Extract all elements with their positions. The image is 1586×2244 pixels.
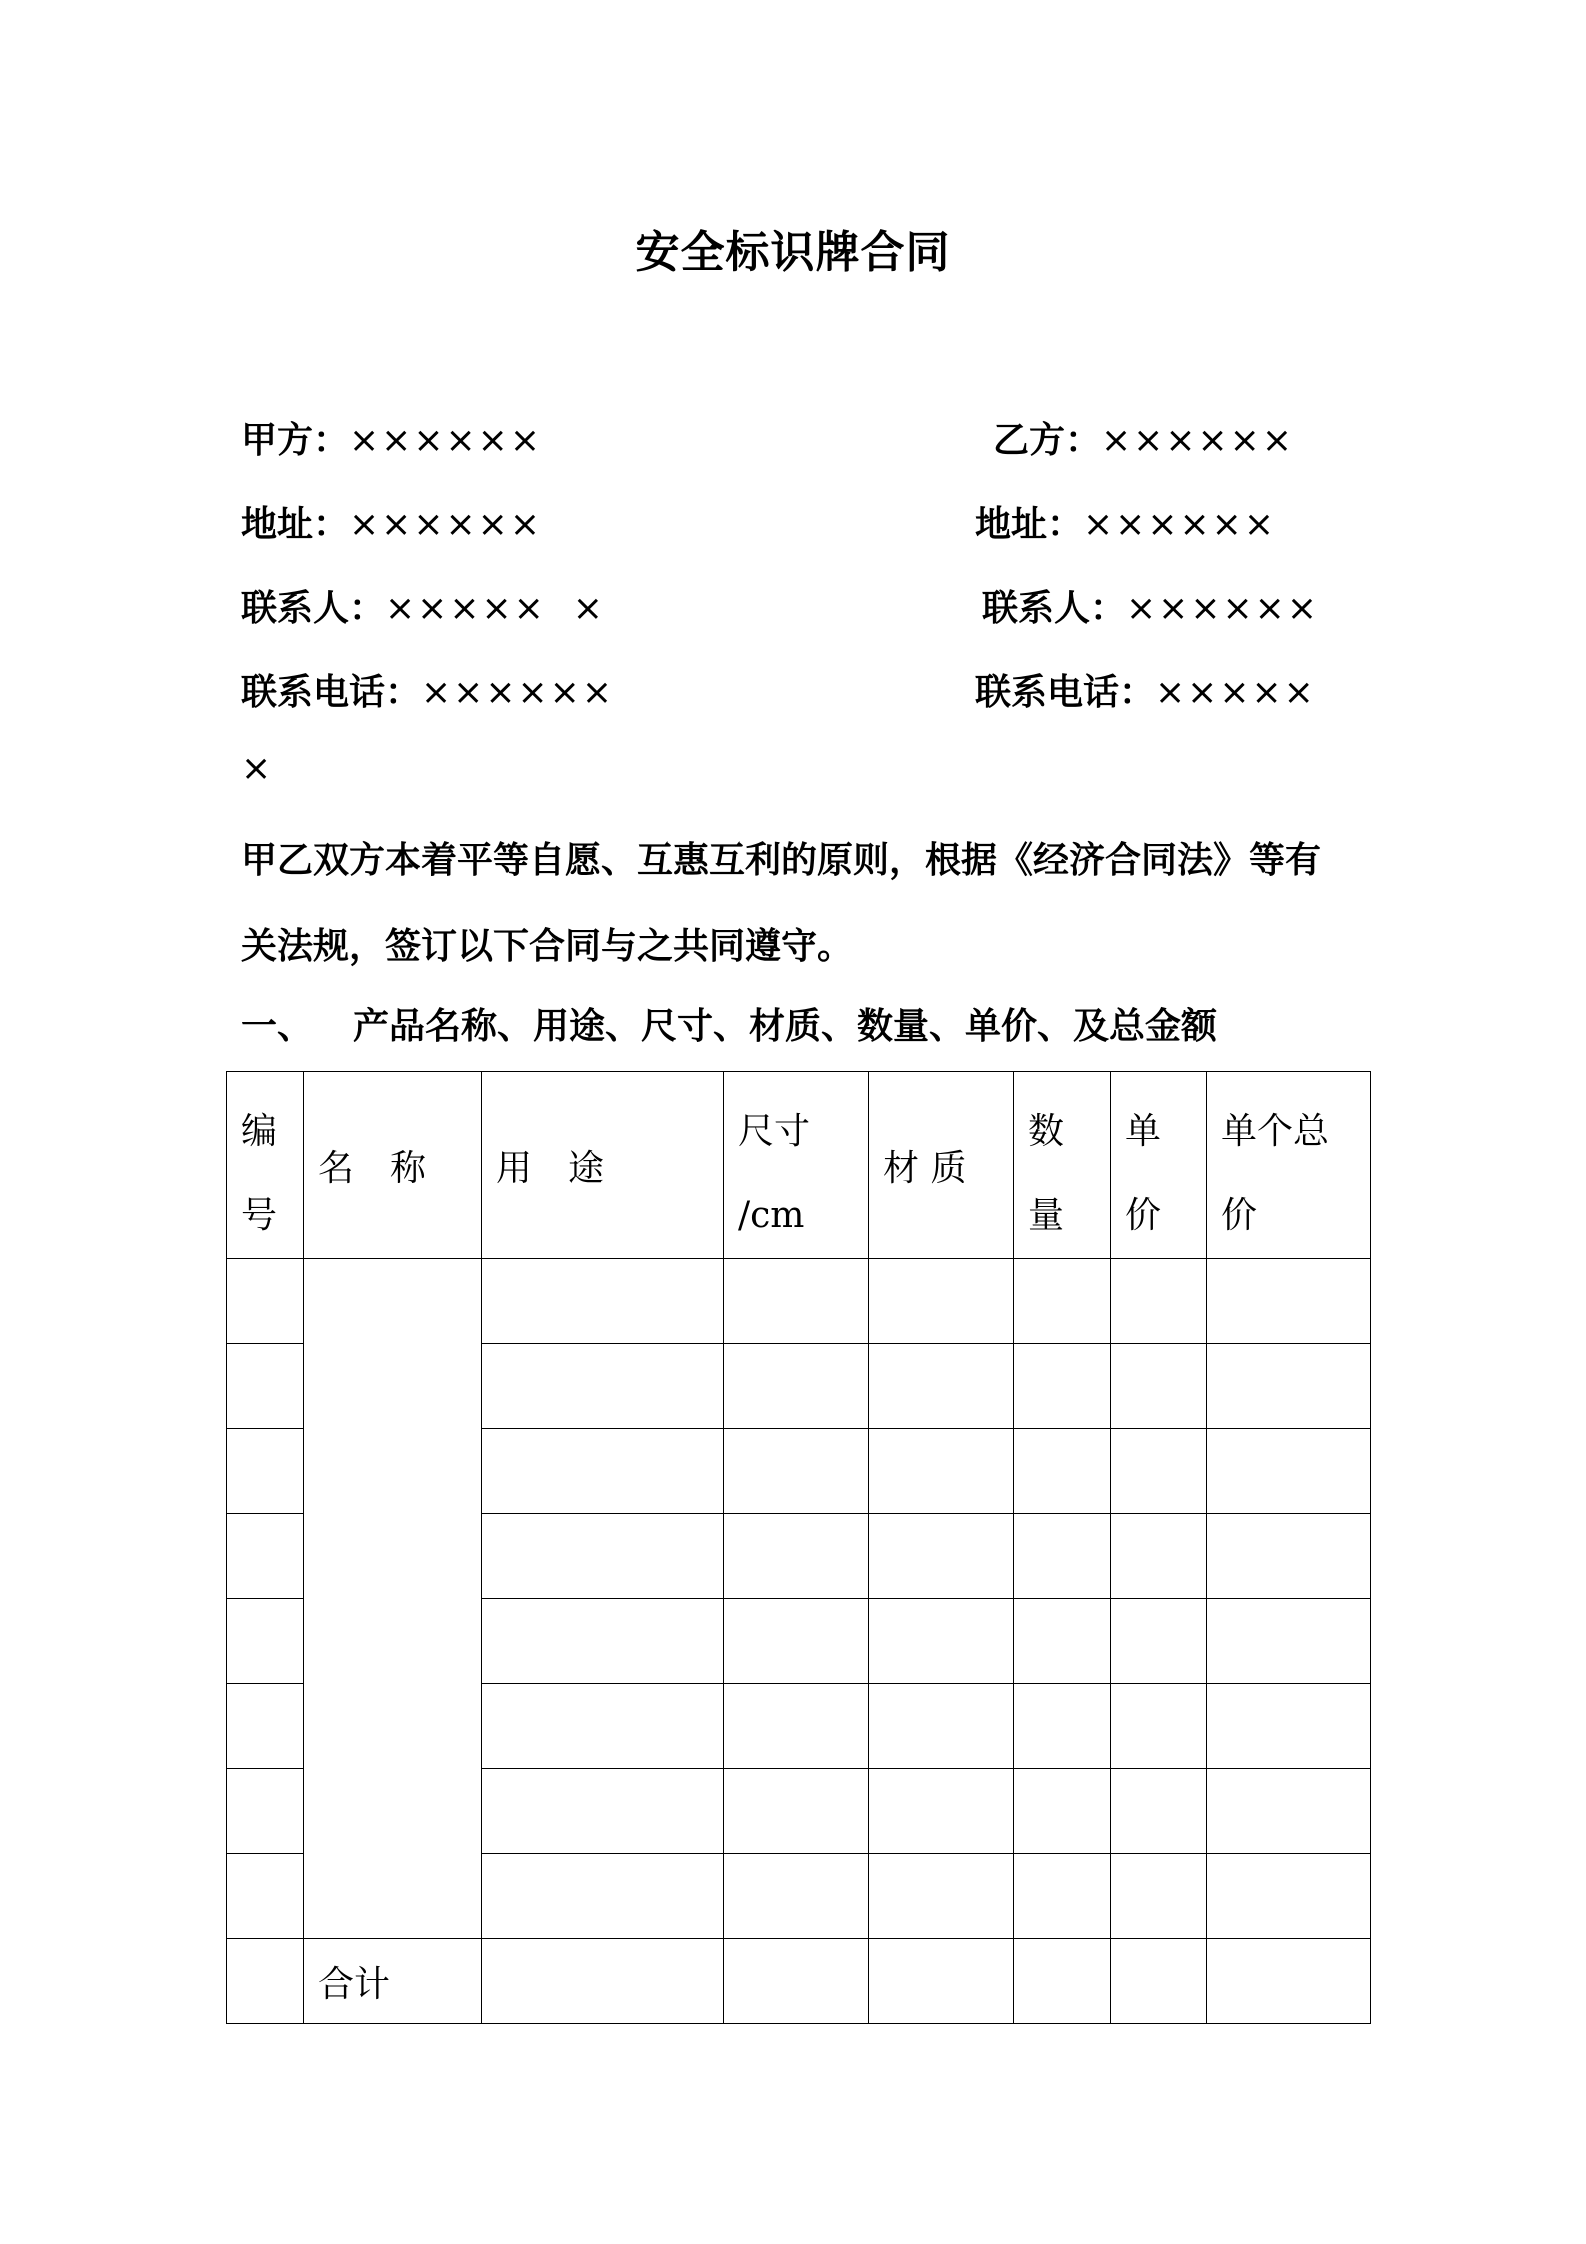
party-b-label: 乙方：: [993, 420, 1102, 461]
cell-unit-price[interactable]: [1111, 1684, 1207, 1769]
cell-unit-price[interactable]: [1111, 1344, 1207, 1429]
cell-quantity[interactable]: [1014, 1769, 1111, 1854]
party-b-contact-label: 联系人：: [982, 588, 1127, 629]
header-unit-price: 单 价: [1111, 1072, 1207, 1259]
party-b-value: ××××××: [1101, 420, 1294, 461]
cell-quantity[interactable]: [1014, 1939, 1111, 2024]
cell-size[interactable]: [724, 1429, 869, 1514]
cell-number[interactable]: [227, 1939, 304, 2024]
cell-unit-price[interactable]: [1111, 1429, 1207, 1514]
section-1-number: 一、: [241, 1006, 314, 1047]
cell-item-total[interactable]: [1207, 1599, 1371, 1684]
party-a-contact-label: 联系人：: [241, 588, 386, 629]
cell-number[interactable]: [227, 1514, 304, 1599]
cell-material[interactable]: [869, 1769, 1014, 1854]
party-b-phone-label: 联系电话：: [975, 672, 1156, 713]
cell-size[interactable]: [724, 1514, 869, 1599]
cell-size[interactable]: [724, 1259, 869, 1344]
party-a-value: ××××××: [349, 420, 542, 461]
cell-quantity[interactable]: [1014, 1599, 1111, 1684]
cell-usage[interactable]: [482, 1684, 724, 1769]
party-a-phone-wrap-value: ×: [241, 748, 274, 789]
cell-usage[interactable]: [482, 1344, 724, 1429]
cell-material[interactable]: [869, 1429, 1014, 1514]
section-1-heading: [241, 998, 1217, 1049]
cell-number[interactable]: [227, 1599, 304, 1684]
cell-number[interactable]: [227, 1344, 304, 1429]
party-b-contact-value: ××××××: [1126, 588, 1319, 629]
cell-material[interactable]: [869, 1344, 1014, 1429]
cell-material[interactable]: [869, 1599, 1014, 1684]
cell-item-total[interactable]: [1207, 1429, 1371, 1514]
header-size: 尺寸 /cm: [724, 1072, 869, 1259]
party-b-contact-line: [982, 580, 1319, 631]
document-title: 安全标识牌合同: [635, 227, 951, 278]
table-total-row: [227, 1939, 1371, 2024]
party-a-address-label: 地址：: [241, 504, 350, 545]
cell-number[interactable]: [227, 1854, 304, 1939]
cell-name-merged[interactable]: [304, 1259, 482, 1939]
intro-line-2: 关法规，签订以下合同与之共同遵守。: [241, 926, 854, 967]
cell-material[interactable]: [869, 1259, 1014, 1344]
header-name: 名 称: [304, 1072, 482, 1259]
party-b-line: [993, 412, 1294, 463]
cell-quantity[interactable]: [1014, 1344, 1111, 1429]
party-a-address-line: [241, 496, 542, 547]
party-a-contact-value: ××××× ×: [385, 588, 605, 629]
cell-material[interactable]: [869, 1854, 1014, 1939]
cell-size[interactable]: [724, 1769, 869, 1854]
cell-size[interactable]: [724, 1344, 869, 1429]
header-quantity: 数 量: [1014, 1072, 1111, 1259]
section-1-title: 产品名称、用途、尺寸、材质、数量、单价、及总金额: [353, 1006, 1218, 1047]
cell-quantity[interactable]: [1014, 1684, 1111, 1769]
header-material: 材 质: [869, 1072, 1014, 1259]
cell-quantity[interactable]: [1014, 1854, 1111, 1939]
party-b-phone-value: ×××××: [1155, 672, 1316, 713]
cell-item-total[interactable]: [1207, 1514, 1371, 1599]
party-a-phone-label: 联系电话：: [241, 672, 422, 713]
cell-usage[interactable]: [482, 1599, 724, 1684]
cell-quantity[interactable]: [1014, 1514, 1111, 1599]
cell-size[interactable]: [724, 1939, 869, 2024]
party-b-address-value: ××××××: [1083, 504, 1276, 545]
cell-item-total[interactable]: [1207, 1854, 1371, 1939]
cell-unit-price[interactable]: [1111, 1599, 1207, 1684]
cell-item-total[interactable]: [1207, 1939, 1371, 2024]
party-a-phone-line: [241, 664, 614, 715]
cell-material[interactable]: [869, 1684, 1014, 1769]
cell-unit-price[interactable]: [1111, 1939, 1207, 2024]
cell-usage[interactable]: [482, 1939, 724, 2024]
header-item-total: 单个总 价: [1207, 1072, 1371, 1259]
cell-number[interactable]: [227, 1429, 304, 1514]
party-a-address-value: ××××××: [349, 504, 542, 545]
table-header-row: [227, 1072, 1371, 1259]
cell-item-total[interactable]: [1207, 1344, 1371, 1429]
party-a-contact-line: [241, 580, 605, 631]
cell-quantity[interactable]: [1014, 1429, 1111, 1514]
cell-unit-price[interactable]: [1111, 1259, 1207, 1344]
cell-number[interactable]: [227, 1259, 304, 1344]
cell-unit-price[interactable]: [1111, 1854, 1207, 1939]
cell-item-total[interactable]: [1207, 1684, 1371, 1769]
cell-quantity[interactable]: [1014, 1259, 1111, 1344]
cell-usage[interactable]: [482, 1854, 724, 1939]
party-a-phone-value: ××××××: [421, 672, 614, 713]
header-number: 编 号: [227, 1072, 304, 1259]
cell-unit-price[interactable]: [1111, 1769, 1207, 1854]
cell-usage[interactable]: [482, 1429, 724, 1514]
party-b-phone-line: [975, 664, 1316, 715]
party-a-label: 甲方：: [241, 420, 350, 461]
cell-size[interactable]: [724, 1854, 869, 1939]
cell-usage[interactable]: [482, 1514, 724, 1599]
total-label: 合计: [304, 1939, 482, 2024]
cell-number[interactable]: [227, 1684, 304, 1769]
product-table: [226, 1071, 1371, 2024]
cell-unit-price[interactable]: [1111, 1514, 1207, 1599]
party-a-line: [241, 412, 542, 463]
intro-line-1: 甲乙双方本着平等自愿、互惠互利的原则，根据《经济合同法》等有: [241, 840, 1322, 881]
table-row: [227, 1259, 1371, 1344]
cell-size[interactable]: [724, 1684, 869, 1769]
header-usage: 用 途: [482, 1072, 724, 1259]
party-a-phone-wrap: [241, 748, 273, 789]
cell-material[interactable]: [869, 1939, 1014, 2024]
cell-number[interactable]: [227, 1769, 304, 1854]
cell-usage[interactable]: [482, 1769, 724, 1854]
cell-usage[interactable]: [482, 1259, 724, 1344]
party-b-address-label: 地址：: [975, 504, 1084, 545]
party-b-address-line: [975, 496, 1276, 547]
cell-size[interactable]: [724, 1599, 869, 1684]
cell-item-total[interactable]: [1207, 1259, 1371, 1344]
cell-material[interactable]: [869, 1514, 1014, 1599]
cell-item-total[interactable]: [1207, 1769, 1371, 1854]
